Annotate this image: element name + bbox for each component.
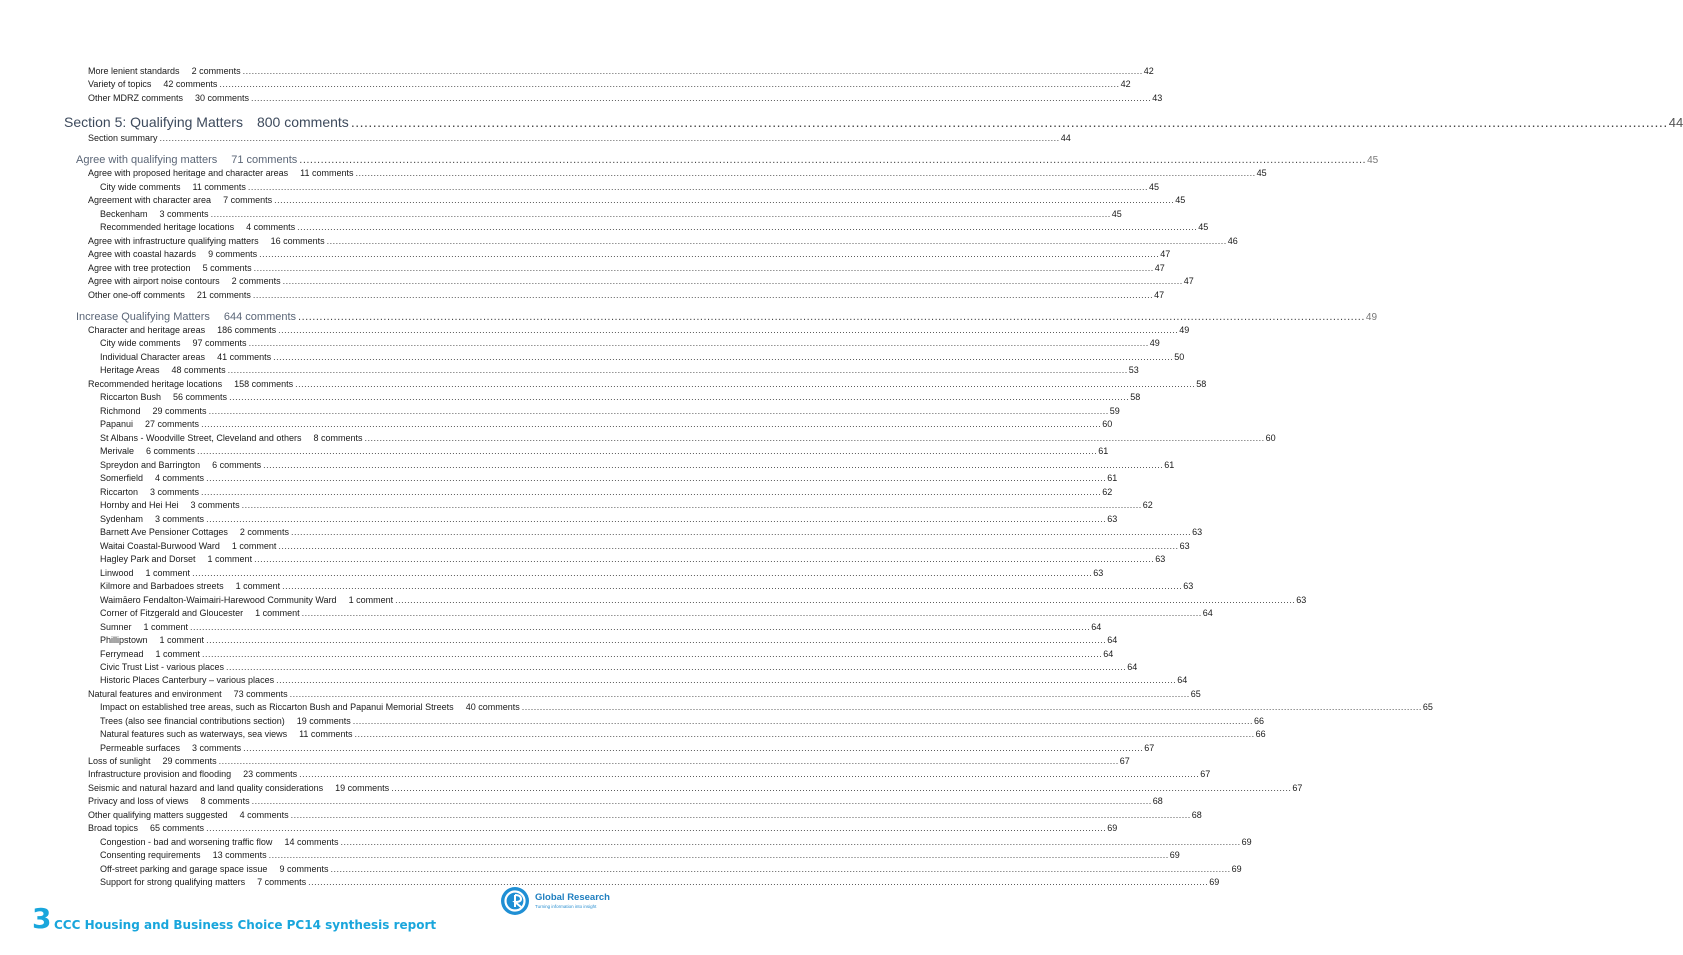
toc-entry[interactable] (88, 823, 1118, 833)
toc-entry-page: 69 (1169, 850, 1180, 860)
toc-leader-dots: ............................................................................................................................................................................................................................................................................................................ (352, 716, 1253, 726)
toc-entry-count: 29 comments (152, 406, 207, 416)
toc-leader-dots: ............................................................................................................................................................................................................................................................................................................ (247, 182, 1149, 192)
toc-entry-label: Waimāero Fendalton-Waimairi-Harewood Community Ward (100, 595, 337, 605)
toc-entry-count: 30 comments (195, 93, 250, 103)
toc-entry-page: 59 (1109, 406, 1120, 416)
toc-entry-label: Hornby and Hei Hei (100, 500, 179, 510)
toc-entry[interactable] (76, 311, 1378, 323)
toc-entry-label: Spreydon and Barrington (100, 460, 201, 470)
toc-leader-dots: ............................................................................................................................................................................................................................................................................................................ (254, 554, 1155, 564)
toc-entry-count: 14 comments (284, 837, 339, 847)
toc-entry-count: 5 comments (202, 263, 252, 273)
toc-entry[interactable] (76, 154, 1379, 166)
toc-entry-page: 53 (1128, 365, 1139, 375)
page-number: 3 (32, 902, 52, 935)
global-research-logo-icon (500, 886, 530, 916)
toc-entry-label: Merivale (100, 446, 135, 456)
toc-leader-dots: ............................................................................................................................................................................................................................................................................................................ (308, 877, 1209, 887)
toc-leader-dots: ............................................................................................................................................................................................................................................................................................................ (208, 406, 1109, 416)
toc-entry-label: Trees (also see financial contributions section) (100, 716, 285, 726)
toc-entry-label: Beckenham (100, 209, 148, 219)
toc-entry[interactable] (100, 460, 1175, 470)
toc-leader-dots: ............................................................................................................................................................................................................................................................................................................ (206, 514, 1107, 524)
toc-entry[interactable] (100, 365, 1139, 375)
toc-entry-label: Recommended heritage locations (88, 379, 223, 389)
toc-leader-dots: ............................................................................................................................................................................................................................................................................................................ (268, 850, 1169, 860)
toc-entry-page: 67 (1144, 743, 1155, 753)
toc-leader-dots: ............................................................................................................................................................................................................................................................................................................ (201, 419, 1102, 429)
toc-leader-dots: ............................................................................................................................................................................................................................................................................................................ (219, 79, 1120, 89)
toc-entry-count: 4 comments (239, 810, 289, 820)
toc-entry-count: 800 comments (256, 114, 349, 130)
toc-entry[interactable] (88, 290, 1165, 300)
toc-entry-label: Privacy and loss of views (88, 796, 189, 806)
toc-entry[interactable] (100, 702, 1433, 712)
toc-entry-page: 45 (1175, 195, 1186, 205)
toc-entry-label: Somerfield (100, 473, 144, 483)
toc-leader-dots: ............................................................................................................................................................................................................................................................................................................ (297, 222, 1198, 232)
toc-entry-page: 58 (1130, 392, 1141, 402)
toc-leader-dots: ............................................................................................................................................................................................................................................................................................................ (395, 595, 1296, 605)
toc-entry-count: 1 comment (207, 554, 253, 564)
toc-entry-page: 63 (1107, 514, 1118, 524)
toc-leader-dots: ............................................................................................................................................................................................................................................................................................................ (206, 823, 1107, 833)
toc-entry-count: 4 comments (246, 222, 296, 232)
toc-entry-page: 61 (1098, 446, 1109, 456)
toc-entry-page: 47 (1154, 263, 1165, 273)
toc-entry[interactable] (100, 222, 1209, 232)
toc-entry-count: 65 comments (150, 823, 205, 833)
toc-entry-page: 66 (1253, 716, 1264, 726)
toc-entry-label: Richmond (100, 406, 141, 416)
toc-leader-dots: ............................................................................................................................................................................................................................................................................................................ (218, 756, 1119, 766)
toc-entry-label: Ferrymead (100, 649, 144, 659)
toc-entry-label: Agree with qualifying matters (76, 154, 218, 166)
toc-entry-label: Agreement with character area (88, 195, 212, 205)
toc-entry-page: 62 (1102, 487, 1113, 497)
toc-entry-page: 64 (1103, 649, 1114, 659)
toc-entry-page: 47 (1183, 276, 1194, 286)
toc-entry-page: 44 (1060, 133, 1071, 143)
toc-entry-label: Congestion - bad and worsening traffic flow (100, 837, 273, 847)
toc-entry-count: 19 comments (296, 716, 351, 726)
toc-leader-dots: ............................................................................................................................................................................................................................................................................................................ (206, 473, 1107, 483)
toc-entry-page: 61 (1164, 460, 1175, 470)
toc-leader-dots: ............................................................................................................................................................................................................................................................................................................ (241, 500, 1142, 510)
toc-entry-count: 4 comments (155, 473, 205, 483)
toc-entry-page: 45 (1256, 168, 1267, 178)
toc-leader-dots: ............................................................................................................................................................................................................................................................................................................ (282, 276, 1183, 286)
toc-leader-dots: ............................................................................................................................................................................................................................................................................................................ (282, 581, 1183, 591)
toc-entry[interactable] (100, 473, 1118, 483)
toc-entry-count: 71 comments (231, 154, 298, 166)
toc-entry-count: 8 comments (313, 433, 363, 443)
toc-entry-count: 1 comment (143, 622, 189, 632)
toc-entry-page: 67 (1292, 783, 1303, 793)
toc-entry-label: Kilmore and Barbadoes streets (100, 581, 224, 591)
toc-entry-count: 48 comments (171, 365, 226, 375)
toc-entry[interactable] (100, 716, 1264, 726)
toc-entry[interactable] (88, 249, 1171, 259)
toc-entry-count: 7 comments (257, 877, 307, 887)
toc-entry-count: 1 comment (145, 568, 191, 578)
toc-entry-page: 63 (1183, 581, 1194, 591)
toc-entry-page: 69 (1231, 864, 1242, 874)
toc-entry[interactable] (100, 182, 1160, 192)
toc-leader-dots: ............................................................................................................................................................................................................................................................................................................ (326, 236, 1227, 246)
toc-entry[interactable] (100, 568, 1104, 578)
toc-entry[interactable] (100, 554, 1166, 564)
toc-entry-count: 3 comments (192, 743, 242, 753)
toc-leader-dots: ............................................................................................................................................................................................................................................................................................................ (259, 249, 1160, 259)
toc-leader-dots: ............................................................................................................................................................................................................................................................................................................ (263, 460, 1164, 470)
global-research-logo (500, 886, 610, 916)
toc-entry-page: 60 (1265, 433, 1276, 443)
toc-entry[interactable] (100, 864, 1242, 874)
toc-entry-count: 19 comments (335, 783, 390, 793)
toc-entry[interactable] (100, 595, 1307, 605)
toc-entry-count: 1 comment (348, 595, 394, 605)
toc-entry[interactable] (100, 622, 1102, 632)
toc-leader-dots: ............................................................................................................................................................................................................................................................................................................ (289, 689, 1190, 699)
toc-entry[interactable] (88, 66, 1154, 76)
toc-entry-count: 16 comments (270, 236, 325, 246)
toc-entry-page: 49 (1179, 325, 1190, 335)
toc-entry-label: Character and heritage areas (88, 325, 206, 335)
toc-entry-count: 9 comments (279, 864, 329, 874)
toc-entry-count: 29 comments (162, 756, 217, 766)
toc-entry[interactable] (100, 675, 1188, 685)
toc-entry-count: 40 comments (465, 702, 520, 712)
toc-entry-page: 61 (1107, 473, 1118, 483)
toc-leader-dots: ............................................................................................................................................................................................................................................................................................................ (364, 433, 1265, 443)
toc-entry-page: 63 (1192, 527, 1203, 537)
toc-entry-page: 64 (1202, 608, 1213, 618)
toc-entry-count: 11 comments (300, 168, 354, 178)
toc-entry-label: Infrastructure provision and flooding (88, 769, 232, 779)
toc-entry-page: 42 (1120, 79, 1131, 89)
toc-entry-count: 56 comments (173, 392, 228, 402)
toc-entry-count: 3 comments (155, 514, 205, 524)
toc-entry-label: Phillipstown (100, 635, 148, 645)
toc-leader-dots: ............................................................................................................................................................................................................................................................................................................ (278, 541, 1179, 551)
toc-entry-label: Loss of sunlight (88, 756, 151, 766)
toc-entry-label: Natural features and environment (88, 689, 222, 699)
toc-entry-count: 41 comments (217, 352, 272, 362)
toc-entry-label: Waitai Coastal-Burwood Ward (100, 541, 220, 551)
toc-entry-label: St Albans - Woodville Street, Cleveland and others (100, 433, 302, 443)
toc-entry-label: Hagley Park and Dorset (100, 554, 196, 564)
toc-entry-count: 27 comments (145, 419, 200, 429)
toc-leader-dots: ............................................................................................................................................................................................................................................................................................................ (190, 622, 1091, 632)
toc-entry[interactable] (88, 133, 1071, 143)
toc-entry-count: 2 comments (191, 66, 241, 76)
logo-tagline: Turning information into insight (535, 903, 597, 909)
toc-leader-dots: ............................................................................................................................................................................................................................................................................................................ (229, 392, 1130, 402)
toc-entry-count: 3 comments (150, 487, 200, 497)
toc-leader-dots: ............................................................................................................................................................................................................................................................................................................ (299, 154, 1367, 166)
toc-entry-page: 45 (1111, 209, 1122, 219)
toc-leader-dots: ............................................................................................................................................................................................................................................................................................................ (330, 864, 1231, 874)
toc-leader-dots: ............................................................................................................................................................................................................................................................................................................ (340, 837, 1241, 847)
toc-entry-label: Agree with airport noise contours (88, 276, 220, 286)
toc-entry-count: 42 comments (163, 79, 218, 89)
toc-leader-dots: ............................................................................................................................................................................................................................................................................................................ (201, 487, 1102, 497)
toc-entry[interactable] (88, 810, 1202, 820)
toc-entry-label: Corner of Fitzgerald and Gloucester (100, 608, 244, 618)
toc-entry-page: 65 (1190, 689, 1201, 699)
toc-entry[interactable] (100, 581, 1194, 591)
toc-entry-page: 49 (1149, 338, 1160, 348)
toc-entry-page: 69 (1209, 877, 1220, 887)
toc-entry-label: Papanui (100, 419, 134, 429)
toc-leader-dots: ............................................................................................................................................................................................................................................................................................................ (276, 675, 1177, 685)
toc-entry-count: 644 comments (223, 311, 297, 323)
toc-leader-dots: ............................................................................................................................................................................................................................................................................................................ (290, 527, 1192, 537)
toc-entry-page: 58 (1196, 379, 1207, 389)
toc-entry[interactable] (88, 79, 1131, 89)
toc-entry-page: 66 (1255, 729, 1266, 739)
toc-leader-dots: ............................................................................................................................................................................................................................................................................................................ (290, 810, 1191, 820)
toc-entry-label: Support for strong qualifying matters (100, 877, 246, 887)
toc-leader-dots: ............................................................................................................................................................................................................................................................................................................ (354, 729, 1255, 739)
toc-entry-page: 50 (1174, 352, 1185, 362)
toc-entry-label: Linwood (100, 568, 134, 578)
toc-entry-count: 6 comments (146, 446, 196, 456)
toc-entry[interactable] (88, 756, 1130, 766)
toc-entry-label: Section 5: Qualifying Matters (64, 114, 243, 130)
toc-leader-dots: ............................................................................................................................................................................................................................................................................................................ (295, 379, 1196, 389)
toc-leader-dots: ............................................................................................................................................................................................................................................................................................................ (301, 608, 1202, 618)
toc-entry[interactable] (88, 379, 1207, 389)
toc-entry[interactable] (100, 446, 1109, 456)
toc-entry[interactable] (100, 635, 1118, 645)
toc-entry[interactable] (100, 419, 1113, 429)
toc-entry[interactable] (88, 325, 1190, 335)
toc-entry-count: 1 comment (231, 541, 277, 551)
toc-entry-count: 21 comments (196, 290, 251, 300)
toc-entry[interactable] (100, 649, 1114, 659)
toc-entry[interactable] (88, 769, 1211, 779)
toc-entry-label: Agree with coastal hazards (88, 249, 197, 259)
toc-entry-label: Historic Places Canterbury – various places (100, 675, 275, 685)
toc-entry-count: 11 comments (192, 182, 246, 192)
toc-entry[interactable] (100, 352, 1185, 362)
toc-entry-count: 73 comments (233, 689, 288, 699)
toc-entry-page: 45 (1198, 222, 1209, 232)
toc-leader-dots: ............................................................................................................................................................................................................................................................................................................ (226, 662, 1127, 672)
toc-entry-label: City wide comments (100, 338, 181, 348)
toc-entry-count: 2 comments (231, 276, 281, 286)
toc-entry[interactable] (100, 209, 1122, 219)
toc-entry-page: 64 (1127, 662, 1138, 672)
toc-entry-count: 1 comment (235, 581, 281, 591)
toc-entry-page: 46 (1227, 236, 1238, 246)
toc-entry[interactable] (88, 195, 1186, 205)
toc-entry-page: 63 (1155, 554, 1166, 564)
toc-entry-label: Other one-off comments (88, 290, 185, 300)
toc-entry-count: 1 comment (155, 649, 201, 659)
toc-entry-count: 6 comments (212, 460, 262, 470)
toc-entry-label: Section summary (88, 133, 158, 143)
toc-entry-label: City wide comments (100, 182, 181, 192)
toc-entry[interactable] (100, 514, 1118, 524)
toc-leader-dots: ............................................................................................................................................................................................................................................................................................................ (355, 168, 1256, 178)
toc-entry-page: 45 (1149, 182, 1160, 192)
toc-entry-page: 63 (1093, 568, 1104, 578)
toc-entry-count: 8 comments (200, 796, 250, 806)
toc-leader-dots: ............................................................................................................................................................................................................................................................................................................ (253, 263, 1154, 273)
toc-leader-dots: ............................................................................................................................................................................................................................................................................................................ (197, 446, 1098, 456)
toc-entry-count: 1 comment (255, 608, 300, 618)
toc-entry[interactable] (100, 837, 1252, 847)
toc-entry-page: 67 (1200, 769, 1211, 779)
logo-name: Global Research (535, 892, 610, 903)
toc-entry[interactable] (88, 263, 1165, 273)
toc-leader-dots: ............................................................................................................................................................................................................................................................................................................ (192, 568, 1093, 578)
toc-entry-label: Agree with infrastructure qualifying matters (88, 236, 259, 246)
toc-entry[interactable] (100, 487, 1113, 497)
toc-leader-dots: ............................................................................................................................................................................................................................................................................................................ (248, 338, 1149, 348)
toc-entry-label: Barnett Ave Pensioner Cottages (100, 527, 228, 537)
toc-entry-label: Impact on established tree areas, such as Riccarton Bush and Papanui Memorial Streets (100, 702, 454, 712)
toc-entry-page: 65 (1422, 702, 1433, 712)
toc-entry-count: 13 comments (212, 850, 267, 860)
toc-leader-dots: ............................................................................................................................................................................................................................................................................................................ (350, 114, 1668, 130)
toc-entry[interactable] (100, 743, 1155, 753)
toc-entry[interactable] (100, 608, 1213, 618)
toc-entry[interactable] (100, 500, 1153, 510)
toc-entry-count: 3 comments (190, 500, 240, 510)
toc-entry-label: Consenting requirements (100, 850, 201, 860)
toc-entry-count: 2 comments (239, 527, 289, 537)
toc-entry[interactable] (100, 406, 1120, 416)
toc-entry[interactable] (100, 541, 1190, 551)
toc-entry[interactable] (64, 114, 1683, 130)
toc-entry-label: More lenient standards (88, 66, 180, 76)
toc-entry-label: Variety of topics (88, 79, 152, 89)
toc-leader-dots: ............................................................................................................................................................................................................................................................................................................ (298, 311, 1365, 323)
toc-entry-page: 64 (1091, 622, 1102, 632)
toc-entry-count: 23 comments (243, 769, 298, 779)
toc-entry-label: Individual Character areas (100, 352, 206, 362)
toc-entry-page: 63 (1296, 595, 1307, 605)
toc-entry-page: 63 (1179, 541, 1190, 551)
toc-entry-label: Other MDRZ comments (88, 93, 184, 103)
toc-entry-label: Riccarton Bush (100, 392, 162, 402)
toc-entry-label: Recommended heritage locations (100, 222, 235, 232)
toc-leader-dots: ............................................................................................................................................................................................................................................................................................................ (206, 635, 1107, 645)
report-title: CCC Housing and Business Choice PC14 synthesis report (54, 918, 437, 932)
toc-entry-label: Agree with proposed heritage and character areas (88, 168, 289, 178)
toc-entry-page: 67 (1119, 756, 1130, 766)
toc-entry-label: Sumner (100, 622, 132, 632)
toc-entry-label: Other qualifying matters suggested (88, 810, 228, 820)
toc-entry-label: Riccarton (100, 487, 139, 497)
toc-entry[interactable] (100, 850, 1180, 860)
toc-leader-dots: ............................................................................................................................................................................................................................................................................................................ (242, 66, 1143, 76)
toc-entry-count: 3 comments (159, 209, 209, 219)
toc-entry-count: 9 comments (208, 249, 258, 259)
toc-entry-page: 47 (1160, 249, 1171, 259)
toc-entry-label: Natural features such as waterways, sea views (100, 729, 288, 739)
toc-entry-label: Off-street parking and garage space issue (100, 864, 268, 874)
toc-entry[interactable] (100, 338, 1160, 348)
toc-entry-page: 69 (1241, 837, 1252, 847)
toc-entry[interactable] (100, 392, 1141, 402)
toc-entry-page: 45 (1367, 155, 1379, 166)
toc-leader-dots: ............................................................................................................................................................................................................................................................................................................ (243, 743, 1144, 753)
toc-entry-label: Increase Qualifying Matters (76, 311, 210, 323)
toc-entry-label: Sydenham (100, 514, 144, 524)
toc-leader-dots: ............................................................................................................................................................................................................................................................................................................ (227, 365, 1128, 375)
toc-leader-dots: ............................................................................................................................................................................................................................................................................................................ (251, 93, 1152, 103)
toc-entry[interactable] (88, 783, 1303, 793)
toc-entry[interactable] (88, 168, 1267, 178)
toc-entry-count: 97 comments (192, 338, 247, 348)
toc-leader-dots: ............................................................................................................................................................................................................................................................................................................ (274, 195, 1175, 205)
toc-entry-page: 64 (1177, 675, 1188, 685)
toc-entry-label: Agree with tree protection (88, 263, 191, 273)
toc-leader-dots: ............................................................................................................................................................................................................................................................................................................ (278, 325, 1179, 335)
toc-leader-dots: ............................................................................................................................................................................................................................................................................................................ (391, 783, 1292, 793)
toc-entry-page: 68 (1152, 796, 1163, 806)
toc-entry[interactable] (100, 662, 1138, 672)
toc-entry-page: 49 (1365, 312, 1378, 323)
toc-entry-page: 47 (1154, 290, 1165, 300)
toc-entry-count: 11 comments (299, 729, 353, 739)
toc-entry-count: 1 comment (159, 635, 205, 645)
toc-entry-page: 68 (1191, 810, 1202, 820)
toc-entry[interactable] (88, 276, 1194, 286)
toc-entry-page: 62 (1142, 500, 1153, 510)
toc-entry-label: Broad topics (88, 823, 139, 833)
toc-entry-label: Civic Trust List - various places (100, 662, 225, 672)
toc-entry[interactable] (88, 93, 1163, 103)
toc-entry[interactable] (88, 796, 1163, 806)
toc-entry-page: 44 (1668, 115, 1683, 130)
toc-leader-dots: ............................................................................................................................................................................................................................................................................................................ (202, 649, 1103, 659)
toc-entry-page: 64 (1107, 635, 1118, 645)
toc-leader-dots: ............................................................................................................................................................................................................................................................................................................ (159, 133, 1060, 143)
toc-entry[interactable] (100, 527, 1203, 537)
toc-leader-dots: ............................................................................................................................................................................................................................................................................................................ (273, 352, 1174, 362)
toc-leader-dots: ............................................................................................................................................................................................................................................................................................................ (521, 702, 1422, 712)
toc-entry-label: Heritage Areas (100, 365, 160, 375)
toc-entry[interactable] (100, 433, 1276, 443)
toc-entry[interactable] (88, 689, 1201, 699)
toc-entry-page: 69 (1107, 823, 1118, 833)
toc-leader-dots: ............................................................................................................................................................................................................................................................................................................ (252, 290, 1154, 300)
toc-entry-page: 42 (1143, 66, 1154, 76)
toc-leader-dots: ............................................................................................................................................................................................................................................................................................................ (299, 769, 1200, 779)
toc-entry[interactable] (88, 236, 1238, 246)
toc-entry-count: 158 comments (234, 379, 294, 389)
toc-entry-page: 43 (1152, 93, 1163, 103)
toc-entry-count: 186 comments (217, 325, 277, 335)
toc-entry-count: 7 comments (223, 195, 273, 205)
toc-entry-page: 60 (1102, 419, 1113, 429)
toc-entry-label: Permeable surfaces (100, 743, 181, 753)
toc-entry-label: Seismic and natural hazard and land quality considerations (88, 783, 324, 793)
toc-leader-dots: ............................................................................................................................................................................................................................................................................................................ (210, 209, 1111, 219)
toc-entry[interactable] (100, 729, 1266, 739)
toc-leader-dots: ............................................................................................................................................................................................................................................................................................................ (251, 796, 1152, 806)
